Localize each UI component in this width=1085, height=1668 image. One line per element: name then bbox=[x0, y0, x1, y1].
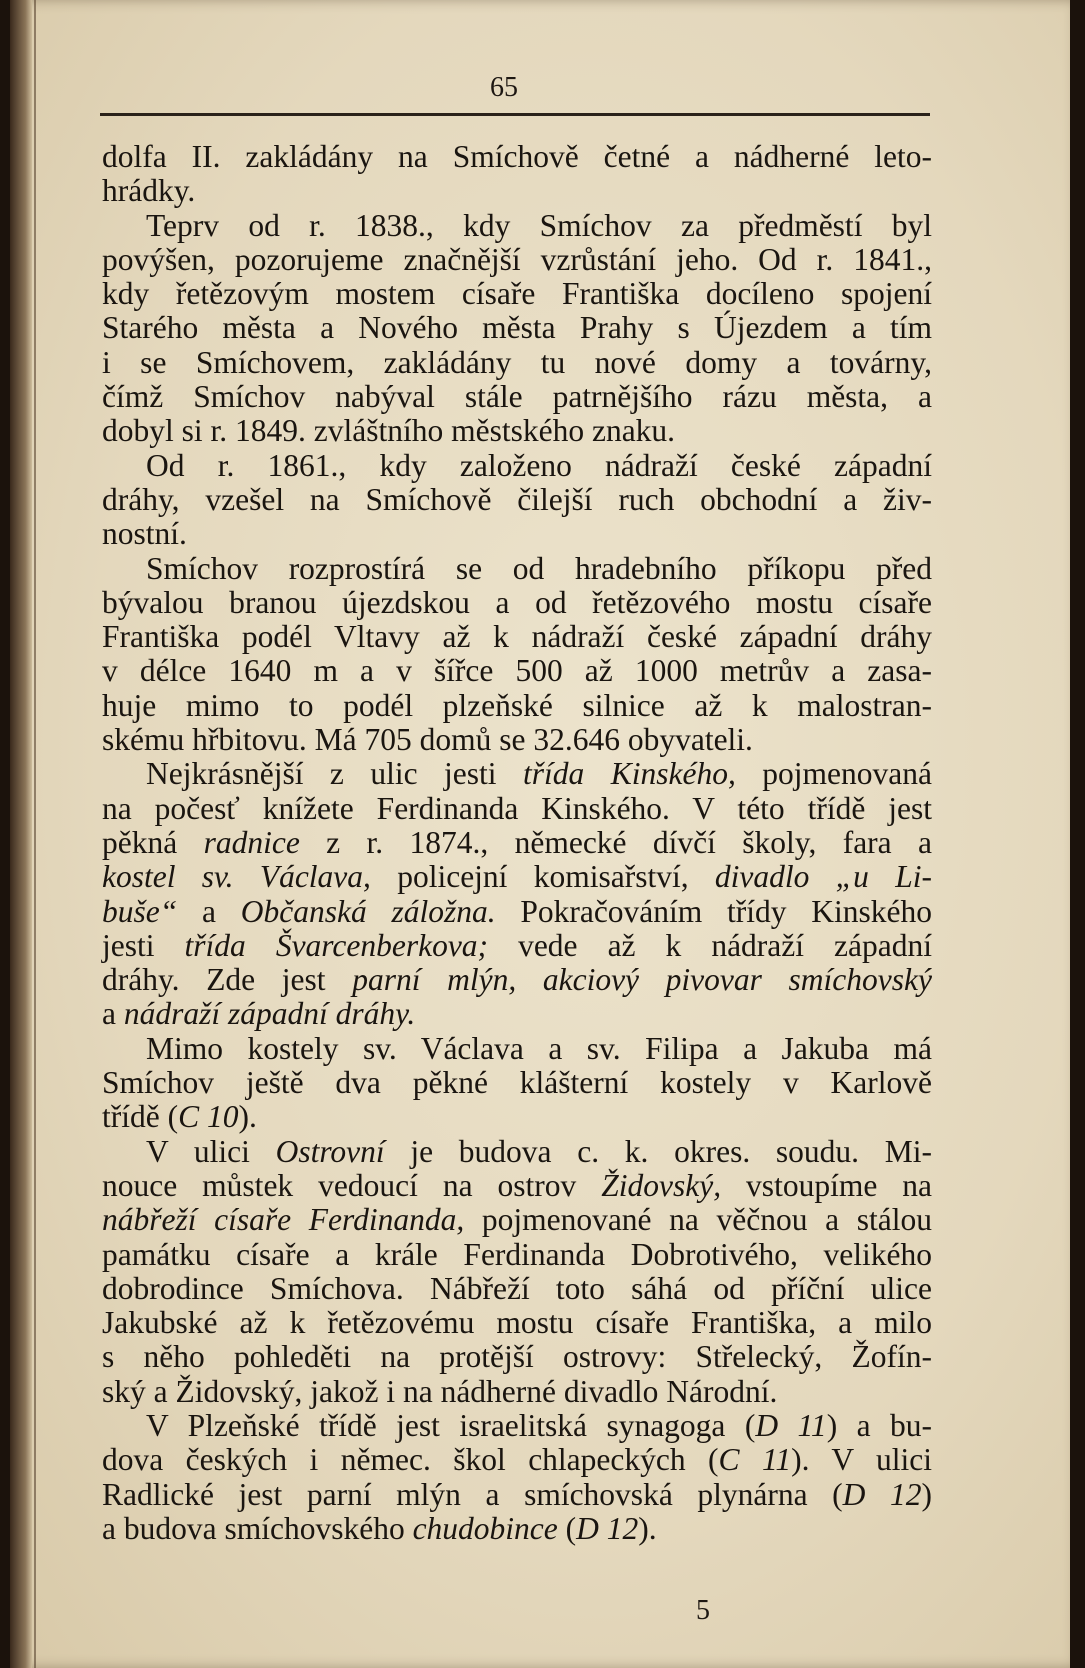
gutter-line bbox=[34, 0, 36, 1668]
page-gutter bbox=[10, 0, 32, 1668]
italic-segment: D 11 bbox=[755, 1407, 827, 1443]
text-segment: v délce 1640 m a v šířce 500 až 1000 metrův a zasa- bbox=[102, 653, 932, 689]
text-line bbox=[102, 1375, 932, 1409]
text-segment: dobyl si r. 1849. zvláštního městského znaku. bbox=[102, 413, 676, 449]
text-segment: vstoupíme na bbox=[721, 1167, 932, 1203]
italic-segment: nábřeží císaře Ferdinanda, bbox=[102, 1202, 465, 1238]
text-line bbox=[102, 277, 932, 311]
italic-segment: nádraží západní dráhy. bbox=[123, 996, 416, 1032]
text-line bbox=[102, 346, 932, 380]
text-line bbox=[102, 311, 932, 345]
text-segment: ) bbox=[921, 1476, 933, 1512]
text-segment: povýšen, pozorujeme značnější vzrůstání jeho. Od r. 1841., bbox=[102, 241, 932, 277]
text-segment: Jakubské až k řetězovému mostu císaře Františka, a milo bbox=[102, 1305, 932, 1341]
text-line bbox=[102, 586, 932, 620]
text-line bbox=[102, 895, 932, 929]
text-line bbox=[102, 483, 932, 517]
text-line bbox=[102, 1478, 932, 1512]
text-segment: a budova smíchovského bbox=[102, 1510, 413, 1546]
italic-segment: C 10 bbox=[178, 1099, 239, 1135]
text-segment: na počesť knížete Ferdinanda Kinského. V této třídě jest bbox=[102, 790, 932, 826]
text-line bbox=[102, 723, 932, 757]
text-segment: V Plzeňské třídě jest israelitská synagoga ( bbox=[146, 1407, 756, 1443]
text-line bbox=[102, 174, 932, 208]
text-line bbox=[102, 1340, 932, 1374]
text-line bbox=[102, 1409, 932, 1443]
italic-segment: Židovský, bbox=[601, 1167, 722, 1203]
text-line bbox=[102, 963, 932, 997]
text-segment: nouce můstek vedoucí na ostrov bbox=[102, 1167, 602, 1203]
text-line bbox=[102, 517, 932, 551]
text-segment: ) a bu- bbox=[826, 1407, 932, 1443]
text-segment: nostní. bbox=[102, 516, 187, 552]
text-line bbox=[102, 243, 932, 277]
italic-segment: chudobince bbox=[412, 1510, 558, 1546]
text-line bbox=[102, 689, 932, 723]
italic-segment: třída Švarcenberkova; bbox=[184, 927, 489, 963]
text-segment: pojmenovaná bbox=[735, 756, 932, 792]
book-page bbox=[10, 0, 1070, 1668]
text-line bbox=[102, 140, 932, 174]
text-segment: Františka podél Vltavy až k nádraží české západní dráhy bbox=[102, 619, 932, 655]
text-segment: Teprv od r. 1838., kdy Smíchov za předměstí byl bbox=[146, 207, 932, 243]
text-segment: Smíchov rozprostírá se od hradebního příkopu před bbox=[146, 550, 932, 586]
text-segment: Nejkrásnější z ulic jesti bbox=[146, 756, 523, 792]
text-line bbox=[102, 1306, 932, 1340]
text-line bbox=[102, 449, 932, 483]
text-line bbox=[102, 757, 932, 791]
italic-segment: Občanská záložna. bbox=[240, 893, 496, 929]
text-segment: i se Smíchovem, zakládány tu nové domy a továrny, bbox=[102, 344, 932, 380]
text-line bbox=[102, 997, 932, 1031]
text-segment: ). bbox=[638, 1510, 657, 1546]
text-line bbox=[102, 654, 932, 688]
text-segment: čímž Smíchov nabýval stále patrnějšího rázu města, a bbox=[102, 379, 932, 415]
italic-segment: divadlo „u Li- bbox=[714, 859, 932, 895]
text-segment: dolfa II. zakládány na Smíchově četné a nádherné leto- bbox=[102, 139, 932, 174]
italic-segment: Ostrovní bbox=[275, 1133, 385, 1169]
text-segment: skému hřbitovu. Má 705 domů se 32.646 obyvateli. bbox=[102, 722, 753, 758]
text-segment: a bbox=[177, 893, 241, 929]
signature-mark: 5 bbox=[696, 1595, 710, 1626]
text-line bbox=[102, 1203, 932, 1237]
text-line bbox=[102, 1135, 932, 1169]
text-segment: dobrodince Smíchova. Nábřeží toto sáhá od příční ulice bbox=[102, 1270, 932, 1306]
text-segment: huje mimo to podél plzeňské silnice až k malostran- bbox=[102, 687, 932, 723]
text-line bbox=[102, 929, 932, 963]
text-segment: dráhy, vzešel na Smíchově čilejší ruch obchodní a živ- bbox=[102, 481, 932, 517]
text-segment: třídě ( bbox=[102, 1099, 179, 1135]
text-segment: ( bbox=[557, 1510, 577, 1546]
italic-segment: buše“ bbox=[102, 893, 178, 929]
text-segment: Pokračováním třídy Kinského bbox=[495, 893, 932, 929]
text-line bbox=[102, 826, 932, 860]
text-line bbox=[102, 1443, 932, 1477]
text-line bbox=[102, 414, 932, 448]
text-segment: kdy řetězovým mostem císaře Františka docíleno spojení bbox=[102, 276, 932, 312]
text-segment: z r. 1874., německé dívčí školy, fara a bbox=[299, 824, 932, 860]
text-segment: Radlické jest parní mlýn a smíchovská plynárna ( bbox=[102, 1476, 843, 1512]
text-segment: bývalou branou újezdskou a od řetězového mostu císaře bbox=[102, 584, 932, 620]
text-segment: pojmenované na věčnou a stálou bbox=[464, 1202, 932, 1238]
page-number: 65 bbox=[490, 72, 518, 103]
text-segment: a bbox=[102, 996, 124, 1032]
text-line bbox=[102, 792, 932, 826]
text-segment: Smíchov ještě dva pěkné klášterní kostely v Karlově bbox=[102, 1065, 932, 1101]
text-line bbox=[102, 380, 932, 414]
body-text bbox=[102, 140, 932, 1546]
text-line bbox=[102, 209, 932, 243]
text-segment: hrádky. bbox=[102, 173, 196, 209]
text-segment: Starého města a Nového města Prahy s Újezdem a tím bbox=[102, 310, 932, 346]
text-line bbox=[102, 1100, 932, 1134]
text-line bbox=[102, 552, 932, 586]
text-segment: ). bbox=[238, 1099, 257, 1135]
text-segment: jesti bbox=[102, 927, 185, 963]
text-segment: památku císaře a krále Ferdinanda Dobrotivého, velikého bbox=[102, 1236, 932, 1272]
text-segment: ). V ulici bbox=[791, 1442, 932, 1478]
text-line bbox=[102, 1238, 932, 1272]
text-segment: s něho pohleděti na protější ostrovy: Střelecký, Žofín- bbox=[102, 1339, 932, 1375]
text-line bbox=[102, 1512, 932, 1546]
italic-segment: kostel sv. Václava, bbox=[102, 859, 371, 895]
text-segment: ský a Židovský, jakož i na nádherné divadlo Národní. bbox=[102, 1373, 778, 1409]
text-line bbox=[102, 1032, 932, 1066]
text-segment: pěkná bbox=[102, 824, 204, 860]
text-line bbox=[102, 620, 932, 654]
italic-segment: třída Kinského, bbox=[523, 756, 736, 792]
italic-segment: parní mlýn, akciový pivovar smíchovský bbox=[352, 962, 932, 998]
italic-segment: radnice bbox=[203, 824, 300, 860]
italic-segment: C 11 bbox=[718, 1442, 792, 1478]
text-line bbox=[102, 1066, 932, 1100]
text-segment: policejní komisařství, bbox=[370, 859, 715, 895]
text-segment: vede až k nádraží západní bbox=[488, 927, 932, 963]
text-line bbox=[102, 1169, 932, 1203]
text-segment: je budova c. k. okres. soudu. Mi- bbox=[384, 1133, 933, 1169]
italic-segment: D 12 bbox=[842, 1476, 922, 1512]
text-segment: dova českých i němec. škol chlapeckých ( bbox=[102, 1442, 719, 1478]
text-segment: dráhy. Zde jest bbox=[102, 962, 353, 998]
text-line bbox=[102, 1272, 932, 1306]
italic-segment: D 12 bbox=[576, 1510, 639, 1546]
header-rule bbox=[100, 113, 930, 116]
text-segment: V ulici bbox=[146, 1133, 276, 1169]
text-line bbox=[102, 860, 932, 894]
text-segment: Od r. 1861., kdy založeno nádraží české západní bbox=[146, 447, 932, 483]
text-segment: Mimo kostely sv. Václava a sv. Filipa a Jakuba má bbox=[146, 1030, 932, 1066]
